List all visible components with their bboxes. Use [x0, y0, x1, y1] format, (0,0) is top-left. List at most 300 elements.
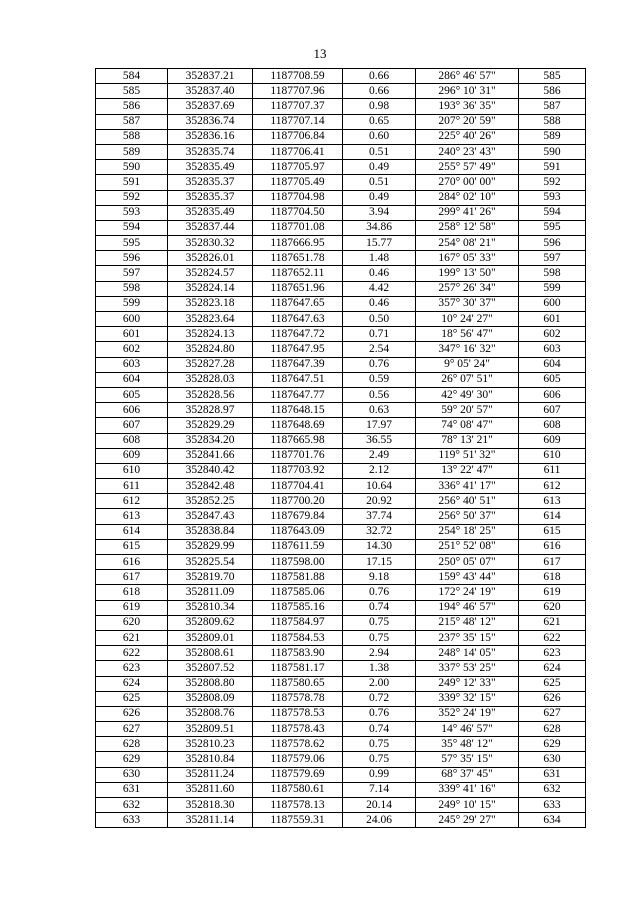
table-row	[96, 418, 586, 433]
x-coordinate-cell: 352810.84	[168, 752, 253, 767]
table-row	[96, 433, 586, 448]
table-row	[96, 767, 586, 782]
distance-cell: 15.77	[343, 236, 416, 251]
distance-cell: 2.12	[343, 463, 416, 478]
bearing-cell: 59° 20' 57"	[416, 403, 519, 418]
point-number-cell: 591	[96, 175, 168, 190]
table-row	[96, 220, 586, 235]
table-row	[96, 144, 586, 159]
next-point-number-cell: 599	[519, 281, 586, 296]
point-number-cell: 610	[96, 463, 168, 478]
point-number-cell: 612	[96, 494, 168, 509]
distance-cell: 0.46	[343, 266, 416, 281]
next-point-number-cell: 621	[519, 615, 586, 630]
y-coordinate-cell: 1187647.77	[253, 387, 343, 402]
table-row	[96, 539, 586, 554]
table-row	[96, 69, 586, 84]
next-point-number-cell: 603	[519, 342, 586, 357]
point-number-cell: 617	[96, 570, 168, 585]
next-point-number-cell: 610	[519, 448, 586, 463]
next-point-number-cell: 623	[519, 646, 586, 661]
table-row	[96, 327, 586, 342]
distance-cell: 14.30	[343, 539, 416, 554]
x-coordinate-cell: 352809.62	[168, 615, 253, 630]
y-coordinate-cell: 1187611.59	[253, 539, 343, 554]
bearing-cell: 254° 08' 21"	[416, 236, 519, 251]
next-point-number-cell: 589	[519, 129, 586, 144]
x-coordinate-cell: 352841.66	[168, 448, 253, 463]
y-coordinate-cell: 1187647.65	[253, 296, 343, 311]
table-row	[96, 403, 586, 418]
table-row	[96, 509, 586, 524]
x-coordinate-cell: 352828.03	[168, 372, 253, 387]
y-coordinate-cell: 1187585.16	[253, 600, 343, 615]
y-coordinate-cell: 1187581.88	[253, 570, 343, 585]
bearing-cell: 254° 18' 25"	[416, 524, 519, 539]
next-point-number-cell: 625	[519, 676, 586, 691]
bearing-cell: 237° 35' 15"	[416, 630, 519, 645]
y-coordinate-cell: 1187701.08	[253, 220, 343, 235]
distance-cell: 0.76	[343, 585, 416, 600]
distance-cell: 37.74	[343, 509, 416, 524]
table-row	[96, 706, 586, 721]
bearing-cell: 256° 40' 51"	[416, 494, 519, 509]
y-coordinate-cell: 1187701.76	[253, 448, 343, 463]
distance-cell: 0.65	[343, 114, 416, 129]
point-number-cell: 605	[96, 387, 168, 402]
coordinates-table	[95, 68, 586, 828]
bearing-cell: 172° 24' 19"	[416, 585, 519, 600]
x-coordinate-cell: 352835.49	[168, 205, 253, 220]
point-number-cell: 586	[96, 99, 168, 114]
point-number-cell: 625	[96, 691, 168, 706]
page-number: 13	[313, 46, 327, 61]
y-coordinate-cell: 1187584.97	[253, 615, 343, 630]
bearing-cell: 357° 30' 37"	[416, 296, 519, 311]
x-coordinate-cell: 352842.48	[168, 479, 253, 494]
next-point-number-cell: 586	[519, 84, 586, 99]
x-coordinate-cell: 352824.13	[168, 327, 253, 342]
point-number-cell: 596	[96, 251, 168, 266]
y-coordinate-cell: 1187559.31	[253, 813, 343, 828]
table-row	[96, 205, 586, 220]
y-coordinate-cell: 1187578.78	[253, 691, 343, 706]
table-row	[96, 737, 586, 752]
table-row	[96, 99, 586, 114]
table-row	[96, 691, 586, 706]
distance-cell: 20.92	[343, 494, 416, 509]
bearing-cell: 250° 05' 07"	[416, 555, 519, 570]
bearing-cell: 167° 05' 33"	[416, 251, 519, 266]
distance-cell: 0.75	[343, 752, 416, 767]
next-point-number-cell: 618	[519, 570, 586, 585]
next-point-number-cell: 595	[519, 220, 586, 235]
next-point-number-cell: 587	[519, 99, 586, 114]
x-coordinate-cell: 352837.44	[168, 220, 253, 235]
bearing-cell: 270° 00' 00"	[416, 175, 519, 190]
y-coordinate-cell: 1187666.95	[253, 236, 343, 251]
bearing-cell: 225° 40' 26"	[416, 129, 519, 144]
point-number-cell: 614	[96, 524, 168, 539]
distance-cell: 0.74	[343, 722, 416, 737]
y-coordinate-cell: 1187585.06	[253, 585, 343, 600]
bearing-cell: 57° 35' 15"	[416, 752, 519, 767]
point-number-cell: 609	[96, 448, 168, 463]
table-row	[96, 342, 586, 357]
y-coordinate-cell: 1187581.17	[253, 661, 343, 676]
next-point-number-cell: 619	[519, 585, 586, 600]
table-row	[96, 494, 586, 509]
point-number-cell: 615	[96, 539, 168, 554]
y-coordinate-cell: 1187703.92	[253, 463, 343, 478]
point-number-cell: 616	[96, 555, 168, 570]
table-row	[96, 312, 586, 327]
next-point-number-cell: 611	[519, 463, 586, 478]
x-coordinate-cell: 352837.69	[168, 99, 253, 114]
next-point-number-cell: 629	[519, 737, 586, 752]
point-number-cell: 593	[96, 205, 168, 220]
next-point-number-cell: 597	[519, 251, 586, 266]
table-row	[96, 251, 586, 266]
distance-cell: 17.15	[343, 555, 416, 570]
distance-cell: 10.64	[343, 479, 416, 494]
next-point-number-cell: 622	[519, 630, 586, 645]
x-coordinate-cell: 352808.09	[168, 691, 253, 706]
coordinates-table-body	[96, 69, 586, 828]
x-coordinate-cell: 352819.70	[168, 570, 253, 585]
next-point-number-cell: 613	[519, 494, 586, 509]
distance-cell: 0.51	[343, 144, 416, 159]
point-number-cell: 606	[96, 403, 168, 418]
point-number-cell: 595	[96, 236, 168, 251]
x-coordinate-cell: 352824.14	[168, 281, 253, 296]
distance-cell: 1.38	[343, 661, 416, 676]
y-coordinate-cell: 1187647.72	[253, 327, 343, 342]
bearing-cell: 74° 08' 47"	[416, 418, 519, 433]
distance-cell: 3.94	[343, 205, 416, 220]
next-point-number-cell: 633	[519, 798, 586, 813]
table-row	[96, 266, 586, 281]
table-row	[96, 570, 586, 585]
x-coordinate-cell: 352826.01	[168, 251, 253, 266]
table-row	[96, 585, 586, 600]
distance-cell: 0.75	[343, 615, 416, 630]
distance-cell: 0.75	[343, 737, 416, 752]
point-number-cell: 592	[96, 190, 168, 205]
table-row	[96, 813, 586, 828]
y-coordinate-cell: 1187707.96	[253, 84, 343, 99]
distance-cell: 2.49	[343, 448, 416, 463]
distance-cell: 0.51	[343, 175, 416, 190]
next-point-number-cell: 591	[519, 160, 586, 175]
y-coordinate-cell: 1187704.41	[253, 479, 343, 494]
y-coordinate-cell: 1187704.98	[253, 190, 343, 205]
next-point-number-cell: 615	[519, 524, 586, 539]
bearing-cell: 296° 10' 31"	[416, 84, 519, 99]
bearing-cell: 68° 37' 45"	[416, 767, 519, 782]
y-coordinate-cell: 1187700.20	[253, 494, 343, 509]
distance-cell: 0.63	[343, 403, 416, 418]
next-point-number-cell: 598	[519, 266, 586, 281]
y-coordinate-cell: 1187648.15	[253, 403, 343, 418]
table-row	[96, 555, 586, 570]
x-coordinate-cell: 352852.25	[168, 494, 253, 509]
table-row	[96, 114, 586, 129]
next-point-number-cell: 602	[519, 327, 586, 342]
y-coordinate-cell: 1187707.14	[253, 114, 343, 129]
next-point-number-cell: 596	[519, 236, 586, 251]
y-coordinate-cell: 1187647.39	[253, 357, 343, 372]
distance-cell: 2.94	[343, 646, 416, 661]
bearing-cell: 336° 41' 17"	[416, 479, 519, 494]
next-point-number-cell: 606	[519, 387, 586, 402]
next-point-number-cell: 593	[519, 190, 586, 205]
table-row	[96, 752, 586, 767]
point-number-cell: 588	[96, 129, 168, 144]
x-coordinate-cell: 352811.24	[168, 767, 253, 782]
next-point-number-cell: 604	[519, 357, 586, 372]
table-row	[96, 479, 586, 494]
x-coordinate-cell: 352835.49	[168, 160, 253, 175]
next-point-number-cell: 616	[519, 539, 586, 554]
next-point-number-cell: 608	[519, 418, 586, 433]
y-coordinate-cell: 1187578.43	[253, 722, 343, 737]
table-row	[96, 296, 586, 311]
y-coordinate-cell: 1187579.69	[253, 767, 343, 782]
x-coordinate-cell: 352810.23	[168, 737, 253, 752]
x-coordinate-cell: 352807.52	[168, 661, 253, 676]
bearing-cell: 193° 36' 35"	[416, 99, 519, 114]
y-coordinate-cell: 1187665.98	[253, 433, 343, 448]
point-number-cell: 632	[96, 798, 168, 813]
y-coordinate-cell: 1187578.53	[253, 706, 343, 721]
table-row	[96, 281, 586, 296]
table-row	[96, 175, 586, 190]
x-coordinate-cell: 352836.16	[168, 129, 253, 144]
distance-cell: 0.99	[343, 767, 416, 782]
point-number-cell: 611	[96, 479, 168, 494]
y-coordinate-cell: 1187647.51	[253, 372, 343, 387]
y-coordinate-cell: 1187584.53	[253, 630, 343, 645]
point-number-cell: 629	[96, 752, 168, 767]
x-coordinate-cell: 352828.56	[168, 387, 253, 402]
x-coordinate-cell: 352823.64	[168, 312, 253, 327]
x-coordinate-cell: 352811.09	[168, 585, 253, 600]
y-coordinate-cell: 1187651.78	[253, 251, 343, 266]
bearing-cell: 255° 57' 49"	[416, 160, 519, 175]
y-coordinate-cell: 1187648.69	[253, 418, 343, 433]
table-row	[96, 676, 586, 691]
y-coordinate-cell: 1187647.95	[253, 342, 343, 357]
table-row	[96, 463, 586, 478]
distance-cell: 1.48	[343, 251, 416, 266]
bearing-cell: 249° 10' 15"	[416, 798, 519, 813]
x-coordinate-cell: 352840.42	[168, 463, 253, 478]
point-number-cell: 607	[96, 418, 168, 433]
x-coordinate-cell: 352837.21	[168, 69, 253, 84]
bearing-cell: 339° 32' 15"	[416, 691, 519, 706]
x-coordinate-cell: 352823.18	[168, 296, 253, 311]
table-row	[96, 646, 586, 661]
bearing-cell: 78° 13' 21"	[416, 433, 519, 448]
next-point-number-cell: 607	[519, 403, 586, 418]
bearing-cell: 159° 43' 44"	[416, 570, 519, 585]
point-number-cell: 618	[96, 585, 168, 600]
bearing-cell: 119° 51' 32"	[416, 448, 519, 463]
table-row	[96, 630, 586, 645]
bearing-cell: 215° 48' 12"	[416, 615, 519, 630]
next-point-number-cell: 612	[519, 479, 586, 494]
distance-cell: 0.76	[343, 706, 416, 721]
point-number-cell: 598	[96, 281, 168, 296]
next-point-number-cell: 630	[519, 752, 586, 767]
x-coordinate-cell: 352829.29	[168, 418, 253, 433]
x-coordinate-cell: 352818.30	[168, 798, 253, 813]
next-point-number-cell: 624	[519, 661, 586, 676]
next-point-number-cell: 600	[519, 296, 586, 311]
x-coordinate-cell: 352835.37	[168, 175, 253, 190]
bearing-cell: 199° 13' 50"	[416, 266, 519, 281]
x-coordinate-cell: 352811.14	[168, 813, 253, 828]
y-coordinate-cell: 1187708.59	[253, 69, 343, 84]
x-coordinate-cell: 352827.28	[168, 357, 253, 372]
table-row	[96, 236, 586, 251]
distance-cell: 32.72	[343, 524, 416, 539]
distance-cell: 2.54	[343, 342, 416, 357]
bearing-cell: 207° 20' 59"	[416, 114, 519, 129]
y-coordinate-cell: 1187578.13	[253, 798, 343, 813]
point-number-cell: 620	[96, 615, 168, 630]
y-coordinate-cell: 1187706.41	[253, 144, 343, 159]
y-coordinate-cell: 1187578.62	[253, 737, 343, 752]
point-number-cell: 622	[96, 646, 168, 661]
distance-cell: 0.56	[343, 387, 416, 402]
x-coordinate-cell: 352847.43	[168, 509, 253, 524]
x-coordinate-cell: 352810.34	[168, 600, 253, 615]
distance-cell: 36.55	[343, 433, 416, 448]
x-coordinate-cell: 352809.01	[168, 630, 253, 645]
point-number-cell: 584	[96, 69, 168, 84]
bearing-cell: 251° 52' 08"	[416, 539, 519, 554]
y-coordinate-cell: 1187580.61	[253, 782, 343, 797]
distance-cell: 0.49	[343, 160, 416, 175]
point-number-cell: 589	[96, 144, 168, 159]
next-point-number-cell: 626	[519, 691, 586, 706]
x-coordinate-cell: 352824.57	[168, 266, 253, 281]
next-point-number-cell: 628	[519, 722, 586, 737]
table-row	[96, 782, 586, 797]
point-number-cell: 585	[96, 84, 168, 99]
x-coordinate-cell: 352829.99	[168, 539, 253, 554]
next-point-number-cell: 609	[519, 433, 586, 448]
x-coordinate-cell: 352836.74	[168, 114, 253, 129]
point-number-cell: 599	[96, 296, 168, 311]
distance-cell: 0.49	[343, 190, 416, 205]
point-number-cell: 623	[96, 661, 168, 676]
table-row	[96, 129, 586, 144]
table-row	[96, 190, 586, 205]
point-number-cell: 603	[96, 357, 168, 372]
point-number-cell: 633	[96, 813, 168, 828]
distance-cell: 0.66	[343, 84, 416, 99]
next-point-number-cell: 594	[519, 205, 586, 220]
next-point-number-cell: 601	[519, 312, 586, 327]
next-point-number-cell: 617	[519, 555, 586, 570]
bearing-cell: 14° 46' 57"	[416, 722, 519, 737]
point-number-cell: 628	[96, 737, 168, 752]
table-row	[96, 722, 586, 737]
bearing-cell: 352° 24' 19"	[416, 706, 519, 721]
distance-cell: 0.50	[343, 312, 416, 327]
point-number-cell: 613	[96, 509, 168, 524]
bearing-cell: 286° 46' 57"	[416, 69, 519, 84]
distance-cell: 17.97	[343, 418, 416, 433]
x-coordinate-cell: 352837.40	[168, 84, 253, 99]
y-coordinate-cell: 1187651.96	[253, 281, 343, 296]
point-number-cell: 624	[96, 676, 168, 691]
bearing-cell: 18° 56' 47"	[416, 327, 519, 342]
bearing-cell: 35° 48' 12"	[416, 737, 519, 752]
y-coordinate-cell: 1187705.97	[253, 160, 343, 175]
x-coordinate-cell: 352824.80	[168, 342, 253, 357]
y-coordinate-cell: 1187579.06	[253, 752, 343, 767]
bearing-cell: 245° 29' 27"	[416, 813, 519, 828]
next-point-number-cell: 632	[519, 782, 586, 797]
distance-cell: 4.42	[343, 281, 416, 296]
x-coordinate-cell: 352809.51	[168, 722, 253, 737]
x-coordinate-cell: 352825.54	[168, 555, 253, 570]
distance-cell: 2.00	[343, 676, 416, 691]
table-row	[96, 84, 586, 99]
bearing-cell: 10° 24' 27"	[416, 312, 519, 327]
point-number-cell: 601	[96, 327, 168, 342]
bearing-cell: 339° 41' 16"	[416, 782, 519, 797]
bearing-cell: 240° 23' 43"	[416, 144, 519, 159]
point-number-cell: 587	[96, 114, 168, 129]
distance-cell: 20.14	[343, 798, 416, 813]
distance-cell: 9.18	[343, 570, 416, 585]
point-number-cell: 626	[96, 706, 168, 721]
table-row	[96, 524, 586, 539]
bearing-cell: 347° 16' 32"	[416, 342, 519, 357]
point-number-cell: 604	[96, 372, 168, 387]
bearing-cell: 258° 12' 58"	[416, 220, 519, 235]
table-row	[96, 160, 586, 175]
x-coordinate-cell: 352835.37	[168, 190, 253, 205]
y-coordinate-cell: 1187705.49	[253, 175, 343, 190]
next-point-number-cell: 590	[519, 144, 586, 159]
next-point-number-cell: 585	[519, 69, 586, 84]
point-number-cell: 631	[96, 782, 168, 797]
bearing-cell: 26° 07' 51"	[416, 372, 519, 387]
distance-cell: 0.74	[343, 600, 416, 615]
distance-cell: 0.72	[343, 691, 416, 706]
y-coordinate-cell: 1187707.37	[253, 99, 343, 114]
distance-cell: 0.66	[343, 69, 416, 84]
point-number-cell: 602	[96, 342, 168, 357]
distance-cell: 0.60	[343, 129, 416, 144]
next-point-number-cell: 634	[519, 813, 586, 828]
distance-cell: 0.59	[343, 372, 416, 387]
bearing-cell: 284° 02' 10"	[416, 190, 519, 205]
distance-cell: 0.71	[343, 327, 416, 342]
point-number-cell: 608	[96, 433, 168, 448]
bearing-cell: 9° 05' 24"	[416, 357, 519, 372]
distance-cell: 7.14	[343, 782, 416, 797]
table-row	[96, 600, 586, 615]
x-coordinate-cell: 352828.97	[168, 403, 253, 418]
bearing-cell: 257° 26' 34"	[416, 281, 519, 296]
